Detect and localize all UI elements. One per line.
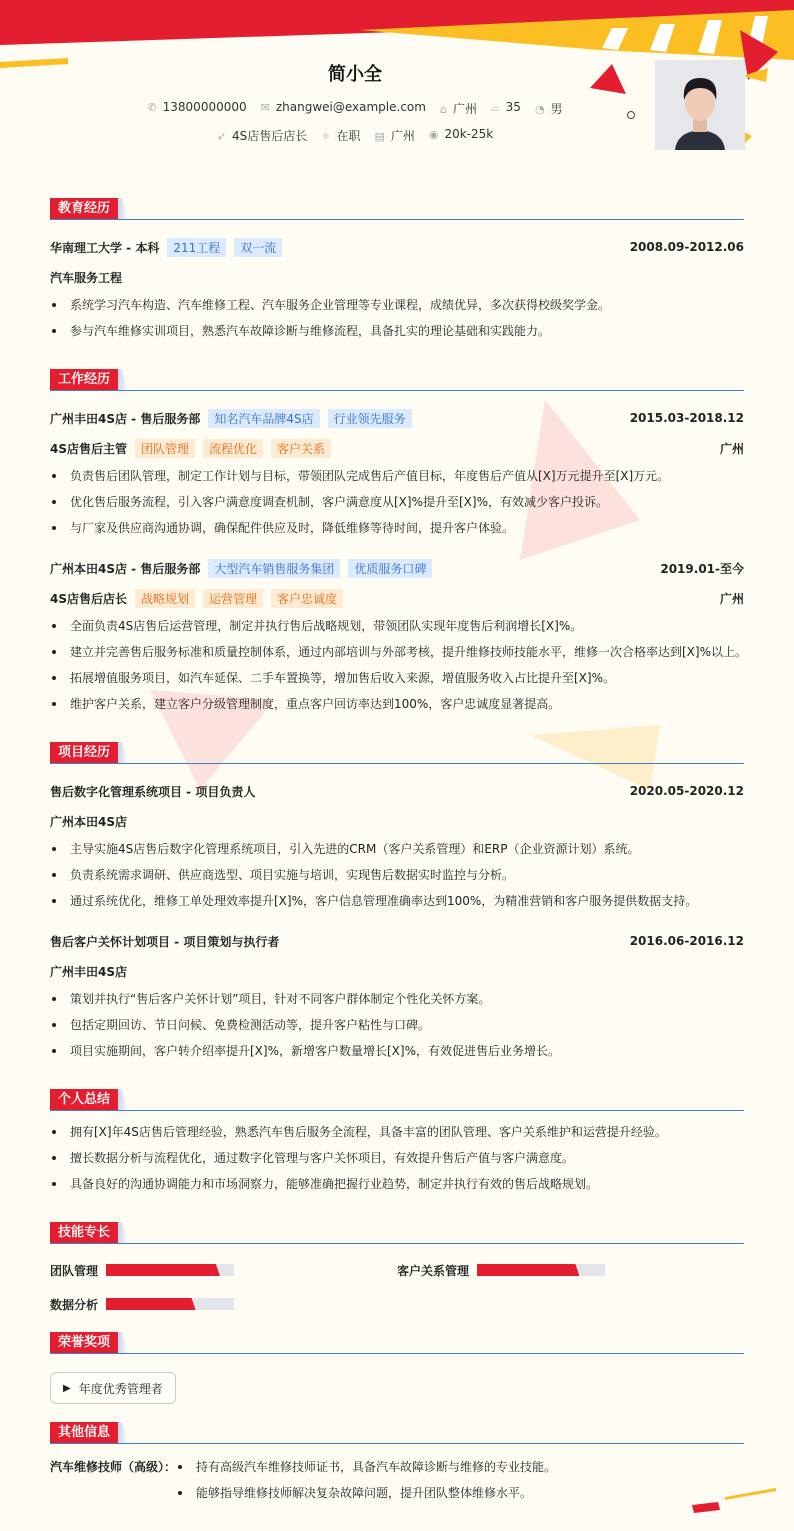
age: 35 [505,100,521,114]
tag: 行业领先服务 [328,409,412,428]
tag: 流程优化 [203,439,263,458]
contact-row [0,100,710,117]
skill-bar-fill [106,1264,220,1276]
tag: 双一流 [234,238,282,257]
profile-photo [655,60,745,150]
email-icon: ✉ [260,101,270,114]
company: 广州丰田4S店 - 售后服务部 [50,411,201,426]
skill-bar [106,1298,234,1310]
skills-section [50,1222,744,1316]
section-title: 其他信息 [50,1422,118,1443]
list-item: 持有高级汽车维修技师证书，具备汽车故障诊断与维修的专业技能。 [176,1454,556,1480]
list-item: 维护客户关系，建立客户分级管理制度，重点客户回访率达到100%，客户忠诚度显著提高。 [50,691,744,717]
section-title: 教育经历 [50,198,118,219]
tag: 客户关系 [271,439,331,458]
triangle-right-icon: ▶ [63,1382,71,1394]
date: 2019.01-至今 [660,561,744,576]
phone: 13800000000 [162,100,247,114]
date: 2020.05-2020.12 [629,784,744,798]
education-section [50,198,744,344]
date: 2008.09-2012.06 [629,240,744,254]
certificate-label: 汽车维修技师（高级）： [50,1460,177,1474]
skill-name: 数据分析 [50,1297,99,1312]
circle-decoration [627,111,635,119]
skill-bar [106,1264,234,1276]
awards-section [50,1332,744,1404]
date: 2016.06-2016.12 [629,934,744,948]
school: 华南理工大学 - 本科 [50,240,160,255]
list-item: 拓展增值服务项目，如汽车延保、二手车置换等，增加售后收入来源，增值服务收入占比提升至[X]%。 [50,665,744,691]
location: 广州 [452,102,477,116]
job-status: 在职 [336,129,361,143]
tag: 团队管理 [135,439,195,458]
award-label: 年度优秀管理者 [78,1381,163,1396]
phone-icon: ✆ [147,101,157,114]
section-title: 工作经历 [50,369,118,390]
role: 4S店售后主管 [50,441,127,456]
gender: 男 [550,102,563,116]
list-item: 通过系统优化，维修工单处理效率提升[X]%，客户信息管理准确率达到100%，为精准营销和客户服务提供数据支持。 [50,888,744,914]
salary: 20k-25k [444,127,494,141]
list-item: 包括定期回访、节日问候、免费检测活动等，提升客户粘性与口碑。 [50,1012,744,1038]
skill-bar-fill [106,1298,196,1310]
tag: 客户忠诚度 [271,589,343,608]
section-title: 个人总结 [50,1089,118,1110]
job-intent-row [0,127,710,144]
tag: 大型汽车销售服务集团 [208,559,340,578]
tag: 知名汽车品牌4S店 [208,409,319,428]
company: 广州本田4S店 - 售后服务部 [50,561,201,576]
send-icon: ➶ [216,130,226,143]
section-title: 荣誉奖项 [50,1332,118,1353]
other-section [50,1422,744,1506]
list-item: 负责售后团队管理，制定工作计划与目标，带领团队完成售后产值目标，年度售后产值从[X]万元提升至[X]万元。 [50,463,744,489]
list-item: 参与汽车维修实训项目，熟悉汽车故障诊断与维修流程，具备扎实的理论基础和实践能力。 [50,318,744,344]
home-icon: ⌂ [439,103,447,116]
tag: 战略规划 [135,589,195,608]
gender-icon: ◔ [534,103,545,116]
list-item: 主导实施4S店售后数字化管理系统项目，引入先进的CRM（客户关系管理）和ERP（企业资源计划）系统。 [50,836,744,862]
city: 广州 [719,441,744,456]
email: zhangwei@example.com [275,100,426,114]
award-item[interactable] [50,1372,176,1404]
tag: 优质服务口碑 [348,559,432,578]
tag: 211工程 [167,238,226,257]
list-item: 系统学习汽车构造、汽车维修工程、汽车服务企业管理等专业课程，成绩优异，多次获得校级奖学金。 [50,292,744,318]
list-item: 建立并完善售后服务标准和质量控制体系，通过内部培训与外部考核，提升维修技师技能水平，维修一次合格率达到[X]%以上。 [50,639,744,665]
skill-bar [477,1264,605,1276]
age-icon: ⌓ [490,101,500,114]
summary-section [50,1089,744,1197]
projects-section [50,742,744,1064]
list-item: 擅长数据分析与流程优化，通过数字化管理与客户关怀项目，有效提升售后产值与客户满意度。 [50,1145,744,1171]
list-item: 优化售后服务流程，引入客户满意度调查机制，客户满意度从[X]%提升至[X]%，有效减少客户投诉。 [50,489,744,515]
list-item: 具备良好的沟通协调能力和市场洞察力，能够准确把握行业趋势，制定并执行有效的售后战略规划。 [50,1171,744,1197]
target-job: 4S店售后店长 [231,129,308,143]
city: 广州 [719,591,744,606]
skill-item [50,1258,397,1282]
list-item: 与厂家及供应商沟通协调，确保配件供应及时，降低维修等待时间，提升客户体验。 [50,515,744,541]
project-org: 广州丰田4S店 [50,964,127,979]
section-title: 项目经历 [50,742,118,763]
list-item: 能够指导维修技师解决复杂故障问题，提升团队整体维修水平。 [176,1480,556,1506]
date: 2015.03-2018.12 [629,411,744,425]
skill-bar-fill [477,1264,579,1276]
tag: 运营管理 [203,589,263,608]
project-name: 售后客户关怀计划项目 - 项目策划与执行者 [50,934,280,949]
building-icon: ▤ [374,130,385,143]
status-icon: ✧ [321,130,331,143]
target-city: 广州 [390,129,415,143]
candidate-name: 简小全 [328,64,382,85]
list-item: 负责系统需求调研、供应商选型、项目实施与培训，实现售后数据实时监控与分析。 [50,862,744,888]
skill-name: 客户关系管理 [397,1263,470,1278]
list-item: 策划并执行“售后客户关怀计划”项目，针对不同客户群体制定个性化关怀方案。 [50,986,744,1012]
list-item: 拥有[X]年4S店售后管理经验，熟悉汽车售后服务全流程，具备丰富的团队管理、客户关系维护和运营提升经验。 [50,1119,744,1145]
skill-item [50,1292,397,1316]
skill-name: 团队管理 [50,1263,99,1278]
list-item: 全面负责4S店售后运营管理，制定并执行售后战略规划，带领团队实现年度售后利润增长[X]%。 [50,613,744,639]
salary-icon: ◉ [428,128,439,141]
project-name: 售后数字化管理系统项目 - 项目负责人 [50,784,256,799]
skill-item [397,1258,744,1282]
role: 4S店售后店长 [50,591,127,606]
major: 汽车服务工程 [50,270,123,285]
resume-body [50,198,747,1506]
section-title: 技能专长 [50,1222,118,1243]
work-section [50,369,747,717]
list-item: 项目实施期间，客户转介绍率提升[X]%，新增客户数量增长[X]%，有效促进售后业务增长。 [50,1038,744,1064]
project-org: 广州本田4S店 [50,814,127,829]
